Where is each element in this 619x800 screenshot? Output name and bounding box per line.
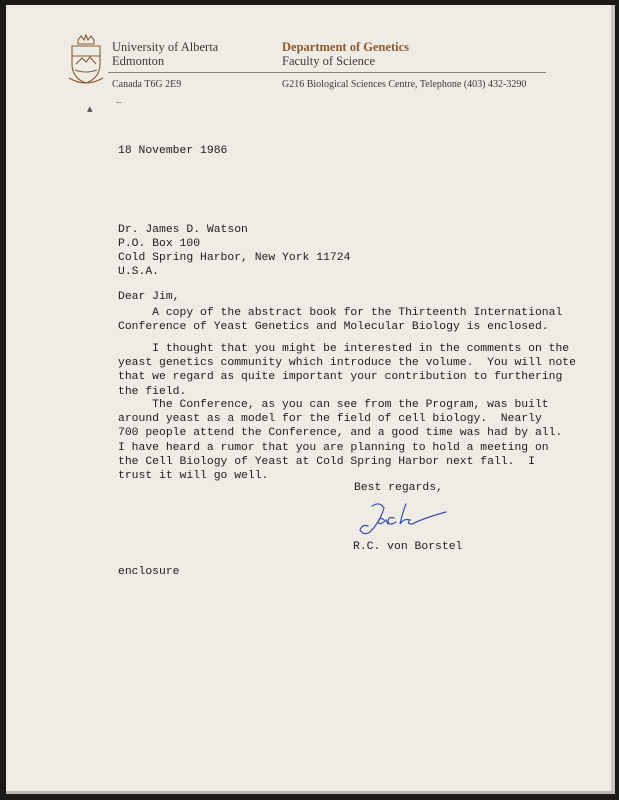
page-edge — [611, 5, 615, 791]
university-crest-icon — [66, 34, 106, 86]
page-edge-bottom — [6, 791, 615, 794]
university-name: University of Alberta — [112, 40, 219, 54]
paragraph-1: A copy of the abstract book for the Thirteenth International Conference of Yeast Genetics and Molecular Biology is enclosed. — [118, 307, 563, 334]
letter-date: 18 November 1986 — [118, 145, 228, 157]
recipient-country: U.S.A. — [118, 266, 160, 278]
recipient-box: P.O. Box 100 — [118, 238, 201, 250]
paragraph-3: The Conference, as you can see from the Program, was built around yeast as a model for the field of cell biology. Nearly 700 people attend the Conference, and a good time was had by all. I have heard a rumor that you are planning to hold a meeting on the Cell Biology of Yeast at Cold Spring Harbor next fall. I trust it will go well. — [118, 399, 563, 483]
department-address: G216 Biological Sciences Centre, Telephone (403) 432-3290 — [282, 79, 527, 90]
paragraph-2: I thought that you might be interested in the comments on the yeast genetics community which introduce the volume. You will note that we regard as quite important your contribution to furthering the field. — [118, 343, 576, 398]
signer-name: R.C. von Borstel — [353, 541, 463, 553]
faculty-name: Faculty of Science — [282, 54, 376, 68]
header-rule — [108, 72, 546, 73]
stray-mark: ▴ — [87, 103, 93, 115]
stray-mark: – — [116, 96, 122, 108]
closing: Best regards, — [354, 482, 443, 494]
recipient-name: Dr. James D. Watson — [118, 224, 248, 236]
department-name: Department of Genetics — [282, 40, 410, 54]
postal-code: Canada T6G 2E9 — [112, 79, 182, 90]
handwritten-signature — [350, 498, 460, 540]
university-city: Edmonton — [112, 54, 165, 68]
recipient-city: Cold Spring Harbor, New York 11724 — [118, 252, 351, 264]
salutation: Dear Jim, — [118, 291, 180, 303]
enclosure-note: enclosure — [118, 566, 180, 578]
